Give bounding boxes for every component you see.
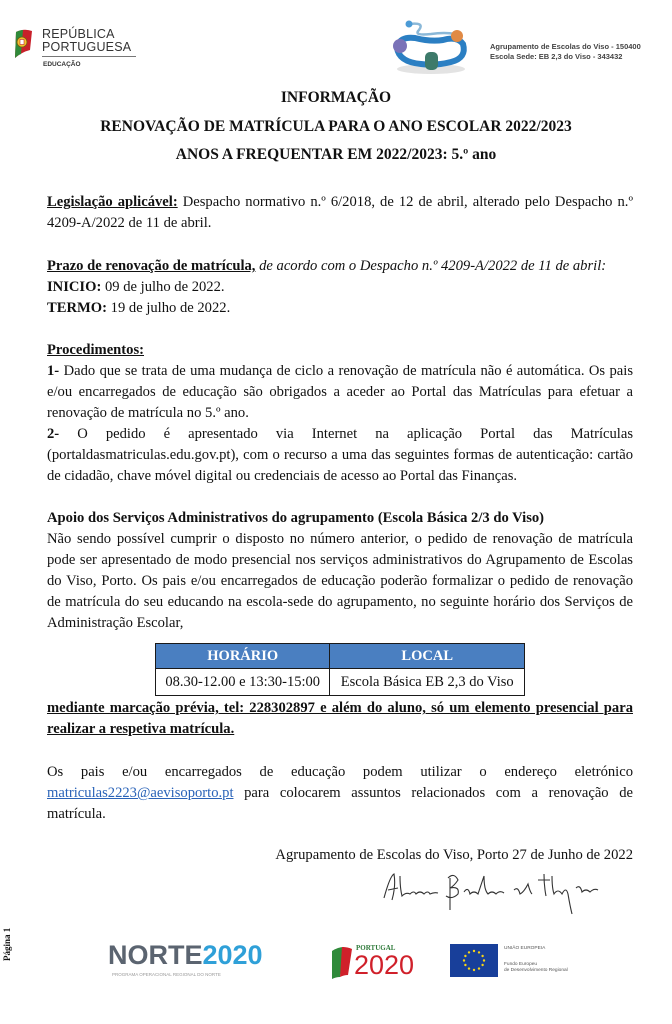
legislation-paragraph — [47, 192, 633, 234]
norte-word: NORTE — [108, 940, 203, 970]
start-value: 09 de julho de 2022. — [101, 279, 225, 295]
item-text: O pedido é apresentado via Internet na aplicação Portal das Matrículas (portaldasmatriculas.edu.gov.pt), com o recurso a uma das seguintes formas de autenticação: cartão de cidadão, chave móvel digital ou credenciais de acesso ao Portal das Finanças. — [47, 426, 633, 484]
start-date — [47, 277, 633, 298]
column-header-schedule: HORÁRIO — [156, 644, 330, 669]
table-row — [156, 669, 525, 696]
procedure-item-1 — [47, 361, 633, 424]
portugal-emblem-icon — [12, 28, 34, 60]
deadline-section — [47, 256, 633, 319]
norte2020-wordmark — [108, 940, 263, 971]
school-seat: Escola Sede: EB 2,3 do Viso - 343432 — [490, 52, 623, 61]
procedure-item-2 — [47, 424, 633, 487]
portugal2020-flag-icon — [330, 945, 352, 979]
contact-text-after: para colocarem assuntos relacionados com a renovação de matrícula. — [47, 785, 633, 822]
contact-paragraph — [47, 762, 633, 825]
legislation-text: Despacho normativo n.º 6/2018, de 12 de abril, alterado pelo Despacho n.º 4209-A/2022 de 11 de abril. — [47, 194, 633, 231]
schedule-cell: 08.30-12.00 e 13:30-15:00 — [156, 669, 330, 696]
procedures-label: Procedimentos: — [47, 342, 144, 358]
doc-subtitle: RENOVAÇÃO DE MATRÍCULA PARA O ANO ESCOLAR 2022/2023 — [100, 118, 572, 135]
contact-text-before: Os pais e/ou encarregados de educação podem utilizar o endereço eletrónico — [47, 764, 633, 780]
logo-line-1: REPÚBLICA — [42, 27, 115, 41]
republica-portuguesa-logo — [10, 26, 132, 72]
eu-title: UNIÃO EUROPEIA — [504, 946, 546, 951]
support-heading: Apoio dos Serviços Administrativos do agrupamento (Escola Básica 2/3 do Viso) — [47, 510, 545, 526]
norte-subtitle: PROGRAMA OPERACIONAL REGIONAL DO NORTE — [112, 972, 221, 977]
support-section — [47, 508, 633, 634]
support-text: Não sendo possível cumprir o disposto no número anterior, o pedido de renovação de matrícula pode ser apresentado de modo presencial nos serviços administrativos do Agrupamento de Escolas do Viso, Porto. Os pais e/ou encarregados de educação poderão formalizar o pedido de renovação de matrícula do seu educando na escola-sede do agrupamento, no seguinte horário dos Serviços de Administração Escolar, — [47, 531, 633, 631]
place-date: Agrupamento de Escolas do Viso, Porto 27 de Junho de 2022 — [275, 847, 633, 863]
deadline-text: de acordo com o Despacho n.º 4209-A/2022 de 11 de abril: — [255, 258, 607, 274]
end-date — [47, 298, 633, 319]
eu-fund-line-2: de Desenvolvimento Regional — [504, 968, 568, 973]
norte2020-logo — [108, 940, 313, 982]
portugal-year: 2020 — [354, 950, 415, 980]
doc-year-info: ANOS A FREQUENTAR EM 2022/2023: 5.º ano — [175, 146, 497, 163]
portugal2020-logo — [330, 943, 440, 983]
email-link[interactable]: matriculas2223@aevisoporto.pt — [47, 785, 234, 801]
portugal-label: PORTUGAL — [356, 944, 396, 952]
item-text: Dado que se trata de uma mudança de ciclo a renovação de matrícula não é automática. Os pais e/ou encarregados de educação são obrigados a aceder ao Portal das Matrículas para efetuar a renovação de matrícula no 5.º ano. — [47, 363, 633, 421]
page-number — [2, 915, 16, 965]
procedures-section — [47, 340, 633, 487]
doc-title: INFORMAÇÃO — [280, 89, 392, 106]
republica-portuguesa-text — [42, 28, 131, 54]
eu-fund-line-1: Fundo Europeu — [504, 962, 538, 967]
norte-year: 2020 — [202, 940, 263, 970]
table-header-row — [156, 644, 525, 669]
page-label: Página 1 — [2, 927, 12, 961]
schedule-table — [155, 643, 525, 696]
end-value: 19 de julho de 2022. — [107, 300, 231, 316]
logo-line-2: PORTUGUESA — [42, 40, 132, 54]
eu-logo — [450, 944, 610, 980]
end-label: TERMO: — [47, 300, 107, 316]
column-header-location: LOCAL — [330, 644, 525, 669]
logo-divider — [42, 56, 136, 57]
school-logo-icon — [385, 14, 477, 76]
start-label: INICIO: — [47, 279, 102, 295]
eu-flag-icon — [450, 944, 498, 977]
item-number: 2- — [47, 426, 60, 442]
deadline-heading — [47, 256, 633, 277]
handwritten-signature — [380, 866, 605, 916]
item-number: 1- — [47, 363, 60, 379]
legislation-label: Legislação aplicável: — [47, 194, 178, 210]
school-info — [490, 42, 641, 62]
location-cell: Escola Básica EB 2,3 do Viso — [330, 669, 525, 696]
school-name: Agrupamento de Escolas do Viso - 150400 — [490, 42, 641, 51]
logo-education-label: EDUCAÇÃO — [43, 61, 81, 68]
appointment-notice: mediante marcação prévia, tel: 228302897 e além do aluno, só um elemento presencial para realizar a respetiva matrícula. — [47, 700, 633, 737]
deadline-label: Prazo de renovação de matrícula, — [47, 258, 256, 274]
